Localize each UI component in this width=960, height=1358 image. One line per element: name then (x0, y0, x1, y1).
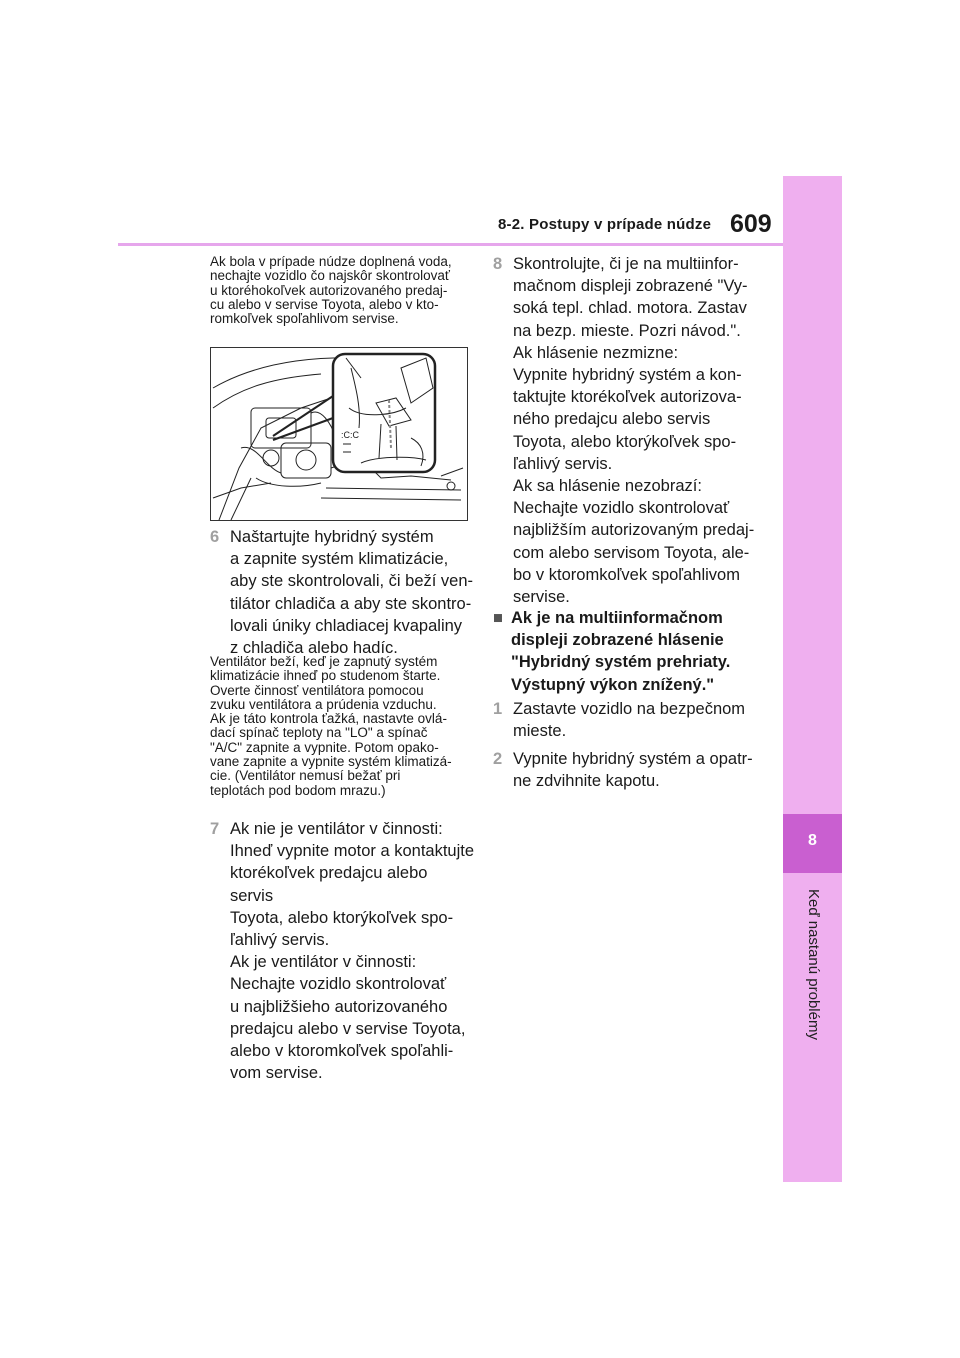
text-line: lovali úniky chladiacej kvapaliny (230, 616, 463, 635)
note-line: vane zapnite a vypnite systém klimatizá- (210, 754, 452, 770)
step-text (230, 526, 475, 659)
note-line: cie. (Ventilátor nemusí bežať pri (210, 768, 401, 784)
text-line: na bezp. mieste. Pozri návod.". (513, 321, 741, 340)
text-line: Toyota, alebo ktorýkoľvek spo- (230, 908, 454, 927)
text-line: tilátor chladiča a aby ste skontro- (230, 594, 472, 613)
text-line: alebo v ktoromkoľvek spoľahli- (230, 1042, 454, 1061)
step-number: 2 (493, 750, 503, 768)
note-line: klimatizácie ihneď po studenom štarte. (210, 668, 441, 684)
heading-line: Výstupný výkon znížený." (511, 675, 715, 694)
step-number: 1 (493, 700, 503, 718)
note-line: dací spínač teploty na "LO" a spínač (210, 725, 428, 741)
text-line: predajcu alebo v servise Toyota, (230, 1019, 466, 1038)
text-line: soká tepl. chlad. motora. Zastav (513, 299, 747, 318)
text-line: Naštartujte hybridný systém (230, 528, 434, 546)
text-line: ktorékoľvek predajcu alebo servis (230, 864, 428, 905)
engine-bay-figure (210, 347, 468, 521)
text-line: Vypnite hybridný systém a opatr- (513, 750, 753, 768)
text-line: Toyota, alebo ktorýkoľvek spo- (513, 432, 737, 451)
overheat-message-heading (493, 607, 768, 696)
text-line: Ak nie je ventilátor v činnosti: (230, 820, 443, 838)
square-bullet-icon: ■ (493, 609, 503, 627)
text-line: Ak je ventilátor v činnosti: (230, 953, 417, 972)
chapter-title: Keď nastanú problémy (805, 889, 822, 1040)
step-8 (493, 253, 768, 608)
chapter-number: 8 (808, 832, 817, 849)
heading-line: "Hybridný systém prehriaty. (511, 653, 731, 672)
step-text (513, 698, 768, 742)
page-number: 609 (730, 210, 772, 238)
step-7 (210, 818, 475, 1084)
text-line: u najbližšieho autorizovaného (230, 997, 448, 1016)
section-title: 8-2. Postupy v prípade núdze (498, 216, 712, 233)
text-line: vom servise. (230, 1064, 323, 1083)
text-line: z chladiča alebo hadíc. (230, 639, 398, 658)
step-text (230, 818, 475, 1084)
svg-text::C:C: :C:C (341, 430, 359, 440)
text-line: com alebo servisom Toyota, ale- (513, 543, 750, 562)
step-6 (210, 526, 475, 659)
text-line: servise. (513, 588, 570, 607)
text-line: Zastavte vozidlo na bezpečnom (513, 700, 746, 718)
note-line: cu alebo v servise Toyota, alebo v kto- (210, 296, 439, 312)
text-line: a zapnite systém klimatizácie, (230, 550, 449, 569)
text-line: Nechajte vozidlo skontrolovať (230, 975, 447, 994)
note-line: Ak bola v prípade núdze doplnená voda, (210, 254, 452, 269)
text-line: taktujte ktorékoľvek autorizova- (513, 388, 742, 407)
text-line: mieste. (513, 722, 567, 741)
step-number: 6 (210, 528, 220, 546)
text-line: bo v ktoromkoľvek spoľahlivom (513, 565, 740, 584)
text-line: ného predajcu alebo servis (513, 410, 711, 429)
text-line: ne zdvihnite kapotu. (513, 772, 660, 791)
fan-check-note (210, 655, 475, 798)
text-line: Skontrolujte, či je na multiinfor- (513, 255, 739, 273)
text-line: ľahlivý servis. (230, 931, 330, 950)
note-line: Overte činnosť ventilátora pomocou (210, 682, 424, 698)
step-number: 7 (210, 820, 220, 838)
note-line: u ktoréhokoľvek autorizovaného predaj- (210, 282, 448, 298)
text-line: aby ste skontrolovali, či beží ven- (230, 572, 474, 591)
heading-line: displeji zobrazené hlásenie (511, 631, 724, 650)
note-line: zvuku ventilátora a prúdenia vzduchu. (210, 696, 437, 712)
step-text (513, 748, 768, 792)
note-line: romkoľvek spoľahlivom servise. (210, 311, 399, 327)
note-line: Ak je táto kontrola ťažká, nastavte ovlá- (210, 711, 447, 727)
text-line: Ak sa hlásenie nezobrazí: (513, 477, 702, 496)
text-line: Ak hlásenie nezmizne: (513, 343, 679, 362)
engine-bay-coolant-fill-illustration (211, 348, 468, 521)
note-line: "A/C" zapnite a vypnite. Potom opako- (210, 739, 439, 755)
text-line: najbližším autorizovaným predaj- (513, 521, 755, 540)
step-1 (493, 698, 768, 742)
text-line: mačnom displeji zobrazené "Vy- (513, 277, 748, 296)
step-number: 8 (493, 255, 503, 273)
note-line: Ventilátor beží, keď je zapnutý systém (210, 654, 438, 669)
step-text (513, 253, 768, 608)
note-line: teplotách pod bodom mrazu.) (210, 782, 386, 798)
text-line: Ihneď vypnite motor a kontaktujte (230, 842, 475, 861)
intro-note (210, 255, 472, 326)
text-line: Nechajte vozidlo skontrolovať (513, 499, 730, 518)
step-2 (493, 748, 768, 792)
chapter-side-tab (783, 176, 842, 1182)
text-line: ľahlivý servis. (513, 454, 613, 473)
note-line: nechajte vozidlo čo najskôr skontrolovať (210, 268, 450, 284)
heading-line: Ak je na multiinformačnom (511, 609, 723, 627)
heading-text (511, 607, 730, 696)
text-line: Vypnite hybridný systém a kon- (513, 366, 742, 385)
header-rule (118, 243, 783, 246)
